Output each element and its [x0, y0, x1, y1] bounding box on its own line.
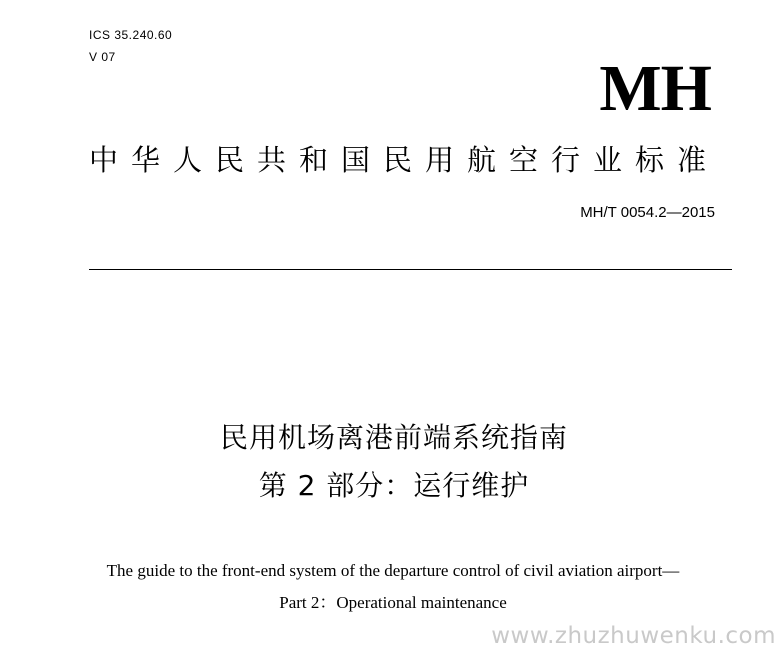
classification-code: V 07 — [89, 50, 116, 64]
standard-number: MH/T 0054.2—2015 — [580, 204, 715, 221]
document-title-en-line1: The guide to the front-end system of the departure control of civil aviation airport— — [106, 561, 680, 580]
header-divider — [89, 269, 732, 270]
ics-code: ICS 35.240.60 — [89, 28, 173, 42]
standard-category: 中华人民共和国民用航空行业标准 — [89, 143, 720, 177]
mh-logo: MH — [599, 52, 711, 125]
document-title-cn-line2: 第 2 部分：运行维护 — [258, 469, 530, 502]
watermark: www.zhuzhuwenku.com — [491, 623, 776, 649]
document-title-cn-line1: 民用机场离港前端系统指南 — [219, 421, 568, 454]
document-title-en-line2: Part 2：Operational maintenance — [279, 593, 507, 612]
